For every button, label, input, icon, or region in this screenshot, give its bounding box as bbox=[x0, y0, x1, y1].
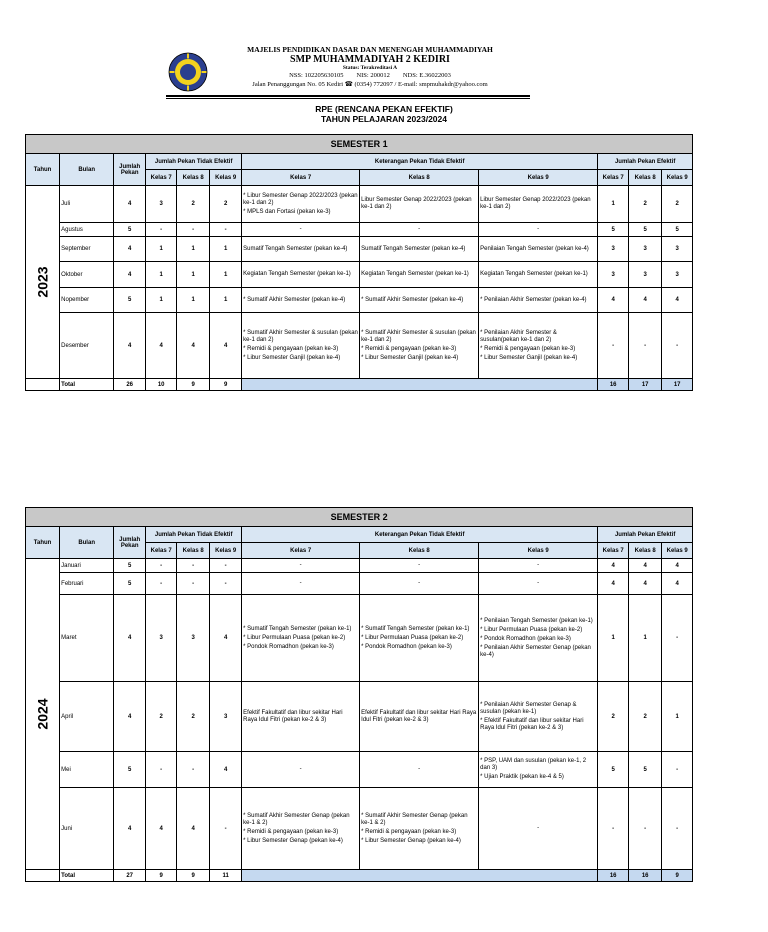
keterangan-note: * Libur Semester Ganjil (pekan ke-4) bbox=[361, 354, 459, 361]
keterangan-cell bbox=[479, 595, 598, 682]
month-cell: September bbox=[60, 237, 114, 262]
efektif-cell: 3 bbox=[629, 262, 662, 288]
tidak-efektif-cell: 1 bbox=[146, 288, 177, 313]
keterangan-note: - bbox=[537, 825, 540, 831]
table-row bbox=[26, 223, 693, 237]
semester1-table bbox=[25, 134, 693, 391]
month-cell: April bbox=[60, 682, 114, 752]
keterangan-cell bbox=[479, 223, 598, 237]
keterangan-cell bbox=[360, 223, 479, 237]
table-row bbox=[26, 313, 693, 379]
efektif-cell: 4 bbox=[662, 573, 693, 595]
keterangan-cell bbox=[242, 559, 360, 573]
tidak-efektif-cell: 1 bbox=[146, 237, 177, 262]
tidak-efektif-cell: 3 bbox=[146, 595, 177, 682]
keterangan-cell bbox=[242, 595, 360, 682]
keterangan-cell bbox=[479, 237, 598, 262]
table-row bbox=[26, 186, 693, 223]
col-k7-2: Kelas 7 bbox=[598, 170, 629, 186]
keterangan-note: - bbox=[537, 226, 540, 232]
keterangan-note: * Sumatif Tengah Semester (pekan ke-1) bbox=[361, 625, 470, 632]
col-k9-1: Kelas 9 bbox=[479, 170, 598, 186]
keterangan-note: * Libur Semester Genap (pekan ke-4) bbox=[361, 837, 461, 844]
keterangan-note: - bbox=[299, 580, 302, 586]
keterangan-note: Kegiatan Tengah Semester (pekan ke-1) bbox=[243, 271, 351, 277]
total-efektif: 17 bbox=[629, 379, 662, 391]
tidak-efektif-cell: 4 bbox=[146, 788, 177, 870]
keterangan-cell bbox=[242, 682, 360, 752]
efektif-cell: 2 bbox=[629, 186, 662, 223]
month-cell: Desember bbox=[60, 313, 114, 379]
efektif-cell: 4 bbox=[662, 559, 693, 573]
keterangan-note: * Pondok Romadhon (pekan ke-3) bbox=[480, 635, 571, 642]
month-cell: Nopember bbox=[60, 288, 114, 313]
keterangan-cell bbox=[479, 262, 598, 288]
keterangan-note: * Sumatif Akhir Semester Genap (pekan ke-1 & 2) bbox=[243, 812, 350, 826]
keterangan-cell bbox=[242, 752, 360, 788]
doc-subtitle: TAHUN PELAJARAN 2023/2024 bbox=[321, 114, 447, 124]
tidak-efektif-cell: 4 bbox=[210, 752, 242, 788]
org-name: MAJELIS PENDIDIKAN DASAR DAN MENENGAH MUHAMMADIYAH bbox=[247, 45, 493, 54]
keterangan-note: - bbox=[418, 226, 421, 232]
jumlah-pekan-cell: 5 bbox=[114, 559, 146, 573]
tidak-efektif-cell: 3 bbox=[146, 186, 177, 223]
tidak-efektif-cell: 4 bbox=[177, 313, 210, 379]
doc-title: RPE (RENCANA PEKAN EFEKTIF) bbox=[315, 104, 453, 114]
keterangan-note: Penilaian Tengah Semester (pekan ke-4) bbox=[480, 245, 589, 252]
efektif-cell: 3 bbox=[598, 237, 629, 262]
keterangan-note: * Penilaian Akhir Semester Genap (pekan ke-4) bbox=[480, 644, 591, 658]
total-efektif: 16 bbox=[598, 379, 629, 391]
col-k7-1: Kelas 7 bbox=[242, 543, 360, 559]
tidak-efektif-cell: 1 bbox=[210, 262, 242, 288]
total-keterangan-blank bbox=[242, 379, 598, 391]
keterangan-note: * Sumatif Akhir Semester (pekan ke-4) bbox=[361, 296, 464, 303]
tidak-efektif-cell: 2 bbox=[177, 682, 210, 752]
col-k8-1: Kelas 8 bbox=[360, 543, 479, 559]
jumlah-pekan-cell: 5 bbox=[114, 288, 146, 313]
keterangan-note: * Penilaian Tengah Semester (pekan ke-1) bbox=[480, 617, 593, 624]
total-jumlah-pekan: 27 bbox=[114, 870, 146, 882]
table-row bbox=[26, 288, 693, 313]
tidak-efektif-cell: 3 bbox=[177, 595, 210, 682]
col-tahun: Tahun bbox=[26, 527, 60, 559]
tidak-efektif-cell: - bbox=[210, 788, 242, 870]
col-k9-1: Kelas 9 bbox=[479, 543, 598, 559]
tidak-efektif-cell: - bbox=[210, 573, 242, 595]
keterangan-note: Libur Semester Genap 2022/2023 (pekan ke-1 dan 2) bbox=[480, 197, 591, 210]
keterangan-note: * Remidi & pengayaan (pekan ke-3) bbox=[361, 828, 457, 835]
col-keterangan: Keterangan Pekan Tidak Efektif bbox=[242, 527, 598, 543]
tidak-efektif-cell: - bbox=[177, 559, 210, 573]
keterangan-note: Libur Semester Genap 2022/2023 (pekan ke-1 dan 2) bbox=[361, 197, 472, 210]
table-row bbox=[26, 559, 693, 573]
tidak-efektif-cell: 1 bbox=[146, 262, 177, 288]
keterangan-note: * Libur Permulaan Puasa (pekan ke-2) bbox=[361, 634, 464, 641]
keterangan-note: * Libur Semester Ganjil (pekan ke-4) bbox=[243, 354, 341, 361]
efektif-cell: 2 bbox=[662, 186, 693, 223]
keterangan-note: * Remidi & pengayaan (pekan ke-3) bbox=[361, 345, 457, 352]
total-efektif: 16 bbox=[629, 870, 662, 882]
total-spacer bbox=[26, 870, 60, 882]
keterangan-note: Kegiatan Tengah Semester (pekan ke-1) bbox=[361, 271, 469, 277]
efektif-cell: 1 bbox=[662, 682, 693, 752]
jumlah-pekan-cell: 4 bbox=[114, 237, 146, 262]
tidak-efektif-cell: 1 bbox=[177, 237, 210, 262]
efektif-cell: 5 bbox=[598, 752, 629, 788]
year-cell bbox=[26, 186, 60, 379]
keterangan-note: * Libur Permulaan Puasa (pekan ke-2) bbox=[243, 634, 346, 641]
keterangan-note: * Libur Semester Genap (pekan ke-4) bbox=[243, 837, 343, 844]
col-k7-0: Kelas 7 bbox=[146, 543, 177, 559]
month-cell: Mei bbox=[60, 752, 114, 788]
tidak-efektif-cell: 1 bbox=[210, 288, 242, 313]
table-row bbox=[26, 573, 693, 595]
keterangan-cell bbox=[479, 752, 598, 788]
keterangan-note: * Sumatif Akhir Semester & susulan (pekan ke-1 dan 2) bbox=[361, 329, 476, 343]
efektif-cell: 4 bbox=[598, 573, 629, 595]
total-keterangan-blank bbox=[242, 870, 598, 882]
efektif-cell: 3 bbox=[662, 262, 693, 288]
school-address: Jalan Penanggungan No. 05 Kediri ☎ (0354) 772097 / E-mail: smpmuhakdr@yahoo.com bbox=[252, 81, 488, 88]
year-cell bbox=[26, 559, 60, 870]
total-efektif: 16 bbox=[598, 870, 629, 882]
tidak-efektif-cell: 2 bbox=[146, 682, 177, 752]
tidak-efektif-cell: 4 bbox=[146, 313, 177, 379]
tidak-efektif-cell: 1 bbox=[177, 262, 210, 288]
keterangan-cell bbox=[360, 237, 479, 262]
tidak-efektif-cell: - bbox=[177, 752, 210, 788]
keterangan-cell bbox=[360, 559, 479, 573]
month-cell: Juli bbox=[60, 186, 114, 223]
jumlah-pekan-cell: 4 bbox=[114, 262, 146, 288]
tidak-efektif-cell: 3 bbox=[210, 682, 242, 752]
keterangan-note: - bbox=[299, 766, 302, 772]
col-jumlah-pekan: Jumlah Pekan bbox=[114, 154, 146, 186]
col-tidak-efektif: Jumlah Pekan Tidak Efektif bbox=[146, 154, 242, 170]
col-k8-2: Kelas 8 bbox=[629, 543, 662, 559]
col-tahun: Tahun bbox=[26, 154, 60, 186]
total-efektif: 9 bbox=[662, 870, 693, 882]
table-row bbox=[26, 262, 693, 288]
total-tidak-efektif: 11 bbox=[210, 870, 242, 882]
keterangan-note: Sumatif Tengah Semester (pekan ke-4) bbox=[361, 245, 466, 252]
tidak-efektif-cell: 1 bbox=[177, 288, 210, 313]
efektif-cell: - bbox=[598, 313, 629, 379]
efektif-cell: 4 bbox=[629, 288, 662, 313]
table-row bbox=[26, 752, 693, 788]
efektif-cell: 5 bbox=[629, 223, 662, 237]
semester-title: SEMESTER 1 bbox=[26, 135, 693, 154]
tidak-efektif-cell: - bbox=[146, 573, 177, 595]
keterangan-cell bbox=[242, 237, 360, 262]
jumlah-pekan-cell: 4 bbox=[114, 682, 146, 752]
keterangan-cell bbox=[479, 288, 598, 313]
keterangan-cell bbox=[479, 186, 598, 223]
jumlah-pekan-cell: 4 bbox=[114, 186, 146, 223]
efektif-cell: 2 bbox=[629, 682, 662, 752]
tidak-efektif-cell: 2 bbox=[210, 186, 242, 223]
keterangan-note: * Penilaian Akhir Semester (pekan ke-4) bbox=[480, 296, 587, 303]
month-cell: Maret bbox=[60, 595, 114, 682]
efektif-cell: 2 bbox=[598, 682, 629, 752]
jumlah-pekan-cell: 5 bbox=[114, 752, 146, 788]
keterangan-note: * Remidi & pengayaan (pekan ke-3) bbox=[243, 828, 339, 835]
keterangan-cell bbox=[242, 223, 360, 237]
total-label: Total bbox=[60, 870, 114, 882]
total-efektif: 17 bbox=[662, 379, 693, 391]
keterangan-note: - bbox=[537, 562, 540, 568]
keterangan-cell bbox=[479, 682, 598, 752]
efektif-cell: 5 bbox=[662, 223, 693, 237]
jumlah-pekan-cell: 4 bbox=[114, 313, 146, 379]
keterangan-note: Efektif Fakultatif dan libur sekitar Hari Raya Idul Fitri (pekan ke-2 & 3) bbox=[361, 709, 477, 723]
keterangan-cell bbox=[242, 313, 360, 379]
keterangan-cell bbox=[360, 262, 479, 288]
col-k9-0: Kelas 9 bbox=[210, 543, 242, 559]
table-row bbox=[26, 682, 693, 752]
col-k7-2: Kelas 7 bbox=[598, 543, 629, 559]
keterangan-cell bbox=[360, 186, 479, 223]
school-logo-icon bbox=[168, 52, 208, 92]
keterangan-cell bbox=[479, 788, 598, 870]
efektif-cell: 3 bbox=[629, 237, 662, 262]
total-row bbox=[26, 870, 693, 882]
col-bulan: Bulan bbox=[60, 527, 114, 559]
keterangan-note: * Remidi & pengayaan (pekan ke-3) bbox=[243, 345, 339, 352]
efektif-cell: - bbox=[629, 788, 662, 870]
col-efektif: Jumlah Pekan Efektif bbox=[598, 154, 693, 170]
tidak-efektif-cell: 4 bbox=[210, 595, 242, 682]
efektif-cell: 1 bbox=[598, 186, 629, 223]
total-tidak-efektif: 9 bbox=[177, 379, 210, 391]
keterangan-note: * Libur Semester Ganjil (pekan ke-4) bbox=[480, 354, 578, 361]
letterhead-text bbox=[210, 45, 530, 89]
efektif-cell: 4 bbox=[598, 559, 629, 573]
col-k9-2: Kelas 9 bbox=[662, 170, 693, 186]
keterangan-cell bbox=[360, 573, 479, 595]
keterangan-note: - bbox=[418, 562, 421, 568]
col-efektif: Jumlah Pekan Efektif bbox=[598, 527, 693, 543]
school-ids: NSS: 102205630105 NIS: 200012 NDS: E.36022003 bbox=[289, 72, 451, 79]
month-cell: Agustus bbox=[60, 223, 114, 237]
efektif-cell: 4 bbox=[662, 288, 693, 313]
keterangan-note: * Penilaian Akhir Semester & susulan(pekan ke-1 dan 2) bbox=[480, 329, 557, 343]
keterangan-note: * Sumatif Akhir Semester Genap (pekan ke-1 & 2) bbox=[361, 812, 468, 826]
col-k8-0: Kelas 8 bbox=[177, 170, 210, 186]
tidak-efektif-cell: 4 bbox=[210, 313, 242, 379]
keterangan-note: - bbox=[299, 226, 302, 232]
year-label: 2023 bbox=[34, 266, 51, 298]
efektif-cell: - bbox=[662, 313, 693, 379]
year-label: 2024 bbox=[34, 698, 51, 730]
keterangan-cell bbox=[242, 288, 360, 313]
tidak-efektif-cell: - bbox=[210, 223, 242, 237]
jumlah-pekan-cell: 5 bbox=[114, 223, 146, 237]
keterangan-cell bbox=[360, 595, 479, 682]
total-spacer bbox=[26, 379, 60, 391]
keterangan-note: * Sumatif Akhir Semester (pekan ke-4) bbox=[243, 296, 346, 303]
jumlah-pekan-cell: 4 bbox=[114, 788, 146, 870]
keterangan-note: * PSP, UAM dan susulan (pekan ke-1, 2 dan 3) bbox=[480, 758, 587, 771]
semester2-table bbox=[25, 507, 693, 882]
tidak-efektif-cell: - bbox=[210, 559, 242, 573]
table-row bbox=[26, 595, 693, 682]
col-tidak-efektif: Jumlah Pekan Tidak Efektif bbox=[146, 527, 242, 543]
accreditation-status: Status: Terakreditasi A bbox=[342, 65, 398, 71]
tidak-efektif-cell: 2 bbox=[177, 186, 210, 223]
keterangan-cell bbox=[360, 788, 479, 870]
efektif-cell: 1 bbox=[629, 595, 662, 682]
tidak-efektif-cell: - bbox=[146, 223, 177, 237]
keterangan-note: * Pondok Romadhon (pekan ke-3) bbox=[243, 643, 334, 650]
tidak-efektif-cell: 4 bbox=[177, 788, 210, 870]
keterangan-note: * Libur Permulaan Puasa (pekan ke-2) bbox=[480, 626, 583, 633]
keterangan-note: Sumatif Tengah Semester (pekan ke-4) bbox=[243, 245, 348, 252]
efektif-cell: - bbox=[662, 752, 693, 788]
keterangan-note: * Efektif Fakultatif dan libur sekitar Hari Raya Idul Fitri (pekan ke-2 & 3) bbox=[480, 717, 584, 731]
col-k8-1: Kelas 8 bbox=[360, 170, 479, 186]
efektif-cell: 3 bbox=[662, 237, 693, 262]
keterangan-cell bbox=[479, 573, 598, 595]
efektif-cell: 5 bbox=[598, 223, 629, 237]
keterangan-note: * Remidi & pengayaan (pekan ke-3) bbox=[480, 345, 576, 352]
keterangan-cell bbox=[242, 186, 360, 223]
efektif-cell: - bbox=[662, 595, 693, 682]
efektif-cell: 4 bbox=[629, 559, 662, 573]
table-row bbox=[26, 788, 693, 870]
total-label: Total bbox=[60, 379, 114, 391]
keterangan-note: Efektif Fakultatif dan libur sekitar Hari Raya Idul Fitri (pekan ke-2 & 3) bbox=[243, 709, 343, 723]
keterangan-note: - bbox=[418, 766, 421, 772]
keterangan-cell bbox=[360, 313, 479, 379]
letterhead-rule-thin bbox=[166, 98, 530, 99]
col-k8-2: Kelas 8 bbox=[629, 170, 662, 186]
table-row bbox=[26, 237, 693, 262]
month-cell: Oktober bbox=[60, 262, 114, 288]
tidak-efektif-cell: - bbox=[146, 752, 177, 788]
keterangan-note: - bbox=[537, 580, 540, 586]
total-tidak-efektif: 9 bbox=[210, 379, 242, 391]
total-row bbox=[26, 379, 693, 391]
month-cell: Januari bbox=[60, 559, 114, 573]
efektif-cell: - bbox=[629, 313, 662, 379]
month-cell: Juni bbox=[60, 788, 114, 870]
efektif-cell: - bbox=[662, 788, 693, 870]
keterangan-note: Kegiatan Tengah Semester (pekan ke-1) bbox=[480, 271, 588, 277]
keterangan-cell bbox=[360, 682, 479, 752]
keterangan-cell bbox=[242, 573, 360, 595]
col-jumlah-pekan: Jumlah Pekan bbox=[114, 527, 146, 559]
efektif-cell: 1 bbox=[598, 595, 629, 682]
total-tidak-efektif: 10 bbox=[146, 379, 177, 391]
tidak-efektif-cell: - bbox=[146, 559, 177, 573]
keterangan-cell bbox=[360, 752, 479, 788]
keterangan-note: - bbox=[418, 580, 421, 586]
keterangan-note: * MPLS dan Fortasi (pekan ke-3) bbox=[243, 208, 331, 215]
total-jumlah-pekan: 26 bbox=[114, 379, 146, 391]
col-k9-2: Kelas 9 bbox=[662, 543, 693, 559]
efektif-cell: 4 bbox=[598, 288, 629, 313]
tidak-efektif-cell: - bbox=[177, 223, 210, 237]
keterangan-note: * Sumatif Akhir Semester & susulan (pekan ke-1 dan 2) bbox=[243, 329, 358, 343]
keterangan-note: * Sumatif Tengah Semester (pekan ke-1) bbox=[243, 625, 352, 632]
school-name: SMP MUHAMMADIYAH 2 KEDIRI bbox=[290, 54, 450, 65]
keterangan-cell bbox=[479, 559, 598, 573]
col-k7-0: Kelas 7 bbox=[146, 170, 177, 186]
jumlah-pekan-cell: 5 bbox=[114, 573, 146, 595]
semester-title: SEMESTER 2 bbox=[26, 508, 693, 527]
letterhead-rule bbox=[166, 95, 530, 97]
keterangan-note: * Penilaian Akhir Semester Genap & susulan (pekan ke-1) bbox=[480, 701, 577, 715]
total-tidak-efektif: 9 bbox=[146, 870, 177, 882]
tidak-efektif-cell: - bbox=[177, 573, 210, 595]
col-bulan: Bulan bbox=[60, 154, 114, 186]
total-tidak-efektif: 9 bbox=[177, 870, 210, 882]
keterangan-cell bbox=[242, 788, 360, 870]
month-cell: Februari bbox=[60, 573, 114, 595]
col-k8-0: Kelas 8 bbox=[177, 543, 210, 559]
keterangan-note: * Pondok Romadhon (pekan ke-3) bbox=[361, 643, 452, 650]
keterangan-note: * Libur Semester Genap 2022/2023 (pekan ke-1 dan 2) bbox=[243, 192, 358, 206]
jumlah-pekan-cell: 4 bbox=[114, 595, 146, 682]
keterangan-cell bbox=[479, 313, 598, 379]
col-keterangan: Keterangan Pekan Tidak Efektif bbox=[242, 154, 598, 170]
efektif-cell: - bbox=[598, 788, 629, 870]
col-k7-1: Kelas 7 bbox=[242, 170, 360, 186]
keterangan-cell bbox=[360, 288, 479, 313]
col-k9-0: Kelas 9 bbox=[210, 170, 242, 186]
efektif-cell: 4 bbox=[629, 573, 662, 595]
efektif-cell: 3 bbox=[598, 262, 629, 288]
efektif-cell: 5 bbox=[629, 752, 662, 788]
keterangan-note: - bbox=[299, 562, 302, 568]
keterangan-note: * Ujian Praktik (pekan ke-4 & 5) bbox=[480, 774, 564, 780]
tidak-efektif-cell: 1 bbox=[210, 237, 242, 262]
keterangan-cell bbox=[242, 262, 360, 288]
